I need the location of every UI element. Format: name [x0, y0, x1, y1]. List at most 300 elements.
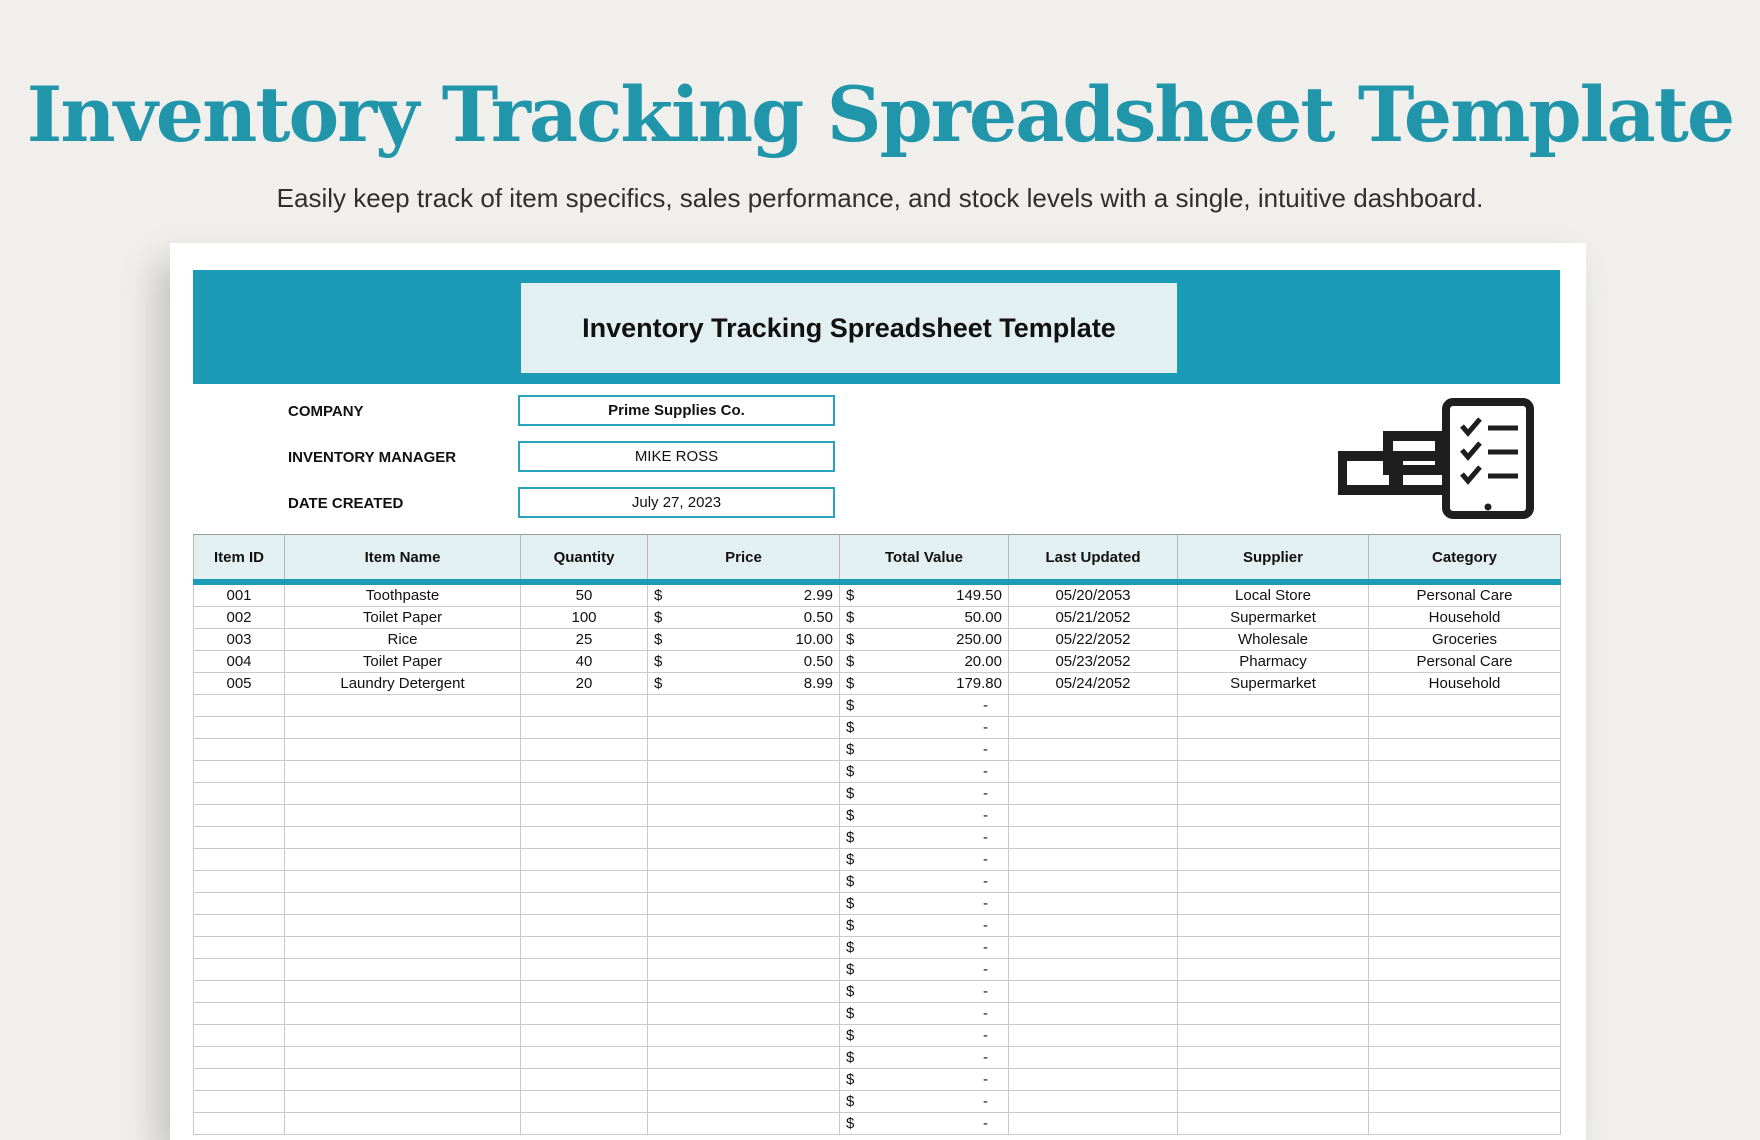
currency-symbol: $	[846, 675, 855, 692]
quantity-cell[interactable]	[521, 1091, 648, 1113]
supplier-cell[interactable]: Supermarket	[1178, 673, 1369, 695]
item-name-cell[interactable]: Toilet Paper	[285, 651, 521, 673]
table-body	[194, 582, 1561, 1135]
price-cell-value: 8.99	[803, 675, 833, 692]
currency-symbol: $	[846, 763, 855, 780]
quantity-cell[interactable]	[521, 1047, 648, 1069]
currency-symbol: $	[654, 587, 663, 604]
last-updated-cell[interactable]	[1009, 893, 1178, 915]
category-cell[interactable]	[1369, 1003, 1561, 1025]
price-cell[interactable]	[648, 673, 840, 695]
total-value-cell-value: -	[983, 961, 988, 978]
total-value-cell[interactable]	[840, 1113, 1009, 1135]
page-subtitle: Easily keep track of item specifics, sales performance, and stock levels with a single, intuitive dashboard.	[276, 183, 1484, 213]
item-name-cell[interactable]	[285, 783, 521, 805]
empty-table-row[interactable]	[194, 937, 1561, 959]
item-id-cell[interactable]: 002	[194, 607, 285, 629]
empty-table-row[interactable]	[194, 827, 1561, 849]
supplier-cell[interactable]	[1178, 871, 1369, 893]
currency-symbol: $	[846, 697, 855, 714]
currency-symbol: $	[846, 939, 855, 956]
total-value-cell[interactable]	[840, 761, 1009, 783]
currency-symbol: $	[846, 1027, 855, 1044]
price-cell[interactable]	[648, 981, 840, 1003]
currency-symbol: $	[846, 785, 855, 802]
category-cell[interactable]: Groceries	[1369, 629, 1561, 651]
price-cell[interactable]	[648, 1069, 840, 1091]
sheet-title: Inventory Tracking Spreadsheet Template	[521, 283, 1177, 373]
last-updated-cell[interactable]	[1009, 1025, 1178, 1047]
item-id-cell[interactable]	[194, 739, 285, 761]
item-name-cell[interactable]	[285, 739, 521, 761]
supplier-cell[interactable]	[1178, 1113, 1369, 1135]
item-name-cell[interactable]: Toilet Paper	[285, 607, 521, 629]
item-name-cell[interactable]	[285, 959, 521, 981]
category-cell[interactable]	[1369, 959, 1561, 981]
price-cell[interactable]	[648, 629, 840, 651]
total-value-cell-value: -	[983, 873, 988, 890]
currency-symbol: $	[846, 1005, 855, 1022]
supplier-cell[interactable]	[1178, 1025, 1369, 1047]
empty-table-row[interactable]	[194, 1025, 1561, 1047]
total-value-cell[interactable]	[840, 827, 1009, 849]
supplier-cell[interactable]: Supermarket	[1178, 607, 1369, 629]
price-cell[interactable]	[648, 1091, 840, 1113]
currency-symbol: $	[846, 829, 855, 846]
total-value-cell-value: -	[983, 741, 988, 758]
quantity-cell[interactable]	[521, 1003, 648, 1025]
item-id-cell[interactable]	[194, 937, 285, 959]
item-name-cell[interactable]: Rice	[285, 629, 521, 651]
supplier-cell[interactable]	[1178, 1047, 1369, 1069]
item-name-cell[interactable]	[285, 695, 521, 717]
price-cell[interactable]	[648, 1003, 840, 1025]
item-id-cell[interactable]	[194, 717, 285, 739]
supplier-cell[interactable]	[1178, 937, 1369, 959]
total-value-cell[interactable]	[840, 1025, 1009, 1047]
last-updated-cell[interactable]: 05/24/2052	[1009, 673, 1178, 695]
supplier-cell[interactable]	[1178, 915, 1369, 937]
empty-table-row[interactable]	[194, 981, 1561, 1003]
last-updated-cell[interactable]	[1009, 805, 1178, 827]
item-id-cell[interactable]	[194, 695, 285, 717]
total-value-cell[interactable]	[840, 673, 1009, 695]
item-id-cell[interactable]: 003	[194, 629, 285, 651]
category-cell[interactable]	[1369, 1025, 1561, 1047]
item-id-cell[interactable]: 001	[194, 582, 285, 607]
quantity-cell[interactable]	[521, 695, 648, 717]
table-row[interactable]	[194, 607, 1561, 629]
item-id-cell[interactable]	[194, 1047, 285, 1069]
total-value-cell-value: -	[983, 829, 988, 846]
supplier-cell[interactable]	[1178, 783, 1369, 805]
price-cell-value: 0.50	[803, 609, 833, 626]
last-updated-cell[interactable]	[1009, 717, 1178, 739]
supplier-cell[interactable]	[1178, 739, 1369, 761]
item-name-cell[interactable]	[285, 937, 521, 959]
total-value-cell[interactable]	[840, 959, 1009, 981]
column-header-category[interactable]: Category	[1369, 535, 1561, 583]
inventory-checklist-icon	[1338, 398, 1534, 519]
date-created-field[interactable]: July 27, 2023	[518, 487, 835, 518]
category-cell[interactable]	[1369, 827, 1561, 849]
price-cell-value: 10.00	[795, 631, 833, 648]
item-name-cell[interactable]	[285, 1047, 521, 1069]
total-value-cell[interactable]	[840, 981, 1009, 1003]
quantity-cell[interactable]	[521, 1025, 648, 1047]
currency-symbol: $	[846, 961, 855, 978]
quantity-cell[interactable]: 100	[521, 607, 648, 629]
total-value-cell-value: -	[983, 719, 988, 736]
quantity-cell[interactable]	[521, 959, 648, 981]
supplier-cell[interactable]	[1178, 761, 1369, 783]
company-label: COMPANY	[288, 403, 364, 420]
total-value-cell[interactable]	[840, 629, 1009, 651]
total-value-cell-value: -	[983, 851, 988, 868]
currency-symbol: $	[846, 587, 855, 604]
supplier-cell[interactable]: Pharmacy	[1178, 651, 1369, 673]
item-id-cell[interactable]: 004	[194, 651, 285, 673]
item-id-cell[interactable]	[194, 1069, 285, 1091]
item-id-cell[interactable]	[194, 1091, 285, 1113]
last-updated-cell[interactable]	[1009, 827, 1178, 849]
company-field[interactable]: Prime Supplies Co.	[518, 395, 835, 426]
last-updated-cell[interactable]	[1009, 1113, 1178, 1135]
empty-table-row[interactable]	[194, 717, 1561, 739]
last-updated-cell[interactable]	[1009, 1047, 1178, 1069]
supplier-cell[interactable]	[1178, 827, 1369, 849]
price-cell[interactable]	[648, 871, 840, 893]
currency-symbol: $	[846, 609, 855, 626]
price-cell[interactable]	[648, 1047, 840, 1069]
price-cell[interactable]	[648, 607, 840, 629]
item-id-cell[interactable]	[194, 1025, 285, 1047]
quantity-cell[interactable]: 40	[521, 651, 648, 673]
column-header-quantity[interactable]: Quantity	[521, 535, 648, 583]
total-value-cell[interactable]	[840, 849, 1009, 871]
item-name-cell[interactable]: Toothpaste	[285, 582, 521, 607]
quantity-cell[interactable]	[521, 717, 648, 739]
item-id-cell[interactable]	[194, 893, 285, 915]
price-cell[interactable]	[648, 915, 840, 937]
total-value-cell-value: -	[983, 1005, 988, 1022]
quantity-cell[interactable]	[521, 871, 648, 893]
column-header-supplier[interactable]: Supplier	[1178, 535, 1369, 583]
total-value-cell[interactable]	[840, 871, 1009, 893]
currency-symbol: $	[846, 873, 855, 890]
column-header-last-updated[interactable]: Last Updated	[1009, 535, 1178, 583]
category-cell[interactable]	[1369, 915, 1561, 937]
empty-table-row[interactable]	[194, 1091, 1561, 1113]
spreadsheet-sheet	[170, 243, 1586, 1140]
quantity-cell[interactable]	[521, 1113, 648, 1135]
last-updated-cell[interactable]: 05/20/2053	[1009, 582, 1178, 607]
table-row[interactable]	[194, 673, 1561, 695]
quantity-cell[interactable]	[521, 893, 648, 915]
total-value-cell-value: -	[983, 763, 988, 780]
quantity-cell[interactable]	[521, 849, 648, 871]
currency-symbol: $	[846, 917, 855, 934]
item-name-cell[interactable]	[285, 1069, 521, 1091]
item-name-cell[interactable]	[285, 1091, 521, 1113]
total-value-cell-value: -	[983, 1115, 988, 1132]
total-value-cell[interactable]	[840, 783, 1009, 805]
table-header-row	[194, 535, 1561, 583]
supplier-cell[interactable]	[1178, 849, 1369, 871]
quantity-cell[interactable]	[521, 739, 648, 761]
inventory-manager-field[interactable]: MIKE ROSS	[518, 441, 835, 472]
supplier-cell[interactable]	[1178, 1003, 1369, 1025]
total-value-cell[interactable]	[840, 607, 1009, 629]
category-cell[interactable]	[1369, 739, 1561, 761]
category-cell[interactable]	[1369, 717, 1561, 739]
last-updated-cell[interactable]	[1009, 959, 1178, 981]
quantity-cell[interactable]	[521, 805, 648, 827]
supplier-cell[interactable]	[1178, 805, 1369, 827]
column-header-item-id[interactable]: Item ID	[194, 535, 285, 583]
item-id-cell[interactable]	[194, 915, 285, 937]
total-value-cell-value: -	[983, 939, 988, 956]
currency-symbol: $	[846, 983, 855, 1000]
date-created-label: DATE CREATED	[288, 495, 404, 512]
price-cell[interactable]	[648, 761, 840, 783]
total-value-cell[interactable]	[840, 1091, 1009, 1113]
category-cell[interactable]	[1369, 783, 1561, 805]
last-updated-cell[interactable]	[1009, 695, 1178, 717]
category-cell[interactable]	[1369, 1113, 1561, 1135]
quantity-cell[interactable]: 25	[521, 629, 648, 651]
table-row[interactable]	[194, 651, 1561, 673]
quantity-cell[interactable]	[521, 761, 648, 783]
supplier-cell[interactable]: Wholesale	[1178, 629, 1369, 651]
column-header-total-value[interactable]: Total Value	[840, 535, 1009, 583]
table-row[interactable]	[194, 629, 1561, 651]
category-cell[interactable]: Household	[1369, 607, 1561, 629]
empty-table-row[interactable]	[194, 739, 1561, 761]
total-value-cell[interactable]	[840, 915, 1009, 937]
item-id-cell[interactable]	[194, 1003, 285, 1025]
total-value-cell-value: -	[983, 1093, 988, 1110]
last-updated-cell[interactable]	[1009, 1091, 1178, 1113]
empty-table-row[interactable]	[194, 805, 1561, 827]
last-updated-cell[interactable]	[1009, 937, 1178, 959]
empty-table-row[interactable]	[194, 783, 1561, 805]
total-value-cell-value: -	[983, 697, 988, 714]
category-cell[interactable]	[1369, 1069, 1561, 1091]
item-id-cell[interactable]: 005	[194, 673, 285, 695]
category-cell[interactable]: Personal Care	[1369, 582, 1561, 607]
total-value-cell[interactable]	[840, 1003, 1009, 1025]
item-id-cell[interactable]	[194, 783, 285, 805]
price-cell[interactable]	[648, 651, 840, 673]
header-banner	[193, 270, 1560, 384]
currency-symbol: $	[654, 653, 663, 670]
category-cell[interactable]	[1369, 937, 1561, 959]
total-value-cell[interactable]	[840, 1047, 1009, 1069]
quantity-cell[interactable]	[521, 1069, 648, 1091]
last-updated-cell[interactable]: 05/23/2052	[1009, 651, 1178, 673]
last-updated-cell[interactable]: 05/22/2052	[1009, 629, 1178, 651]
empty-table-row[interactable]	[194, 1069, 1561, 1091]
quantity-cell[interactable]: 50	[521, 582, 648, 607]
price-cell[interactable]	[648, 959, 840, 981]
category-cell[interactable]	[1369, 805, 1561, 827]
price-cell[interactable]	[648, 849, 840, 871]
last-updated-cell[interactable]	[1009, 1003, 1178, 1025]
supplier-cell[interactable]	[1178, 959, 1369, 981]
supplier-cell[interactable]	[1178, 695, 1369, 717]
empty-table-row[interactable]	[194, 1047, 1561, 1069]
category-cell[interactable]	[1369, 871, 1561, 893]
total-value-cell-value: -	[983, 917, 988, 934]
total-value-cell[interactable]	[840, 695, 1009, 717]
quantity-cell[interactable]	[521, 783, 648, 805]
category-cell[interactable]	[1369, 1091, 1561, 1113]
item-name-cell[interactable]	[285, 981, 521, 1003]
item-id-cell[interactable]	[194, 827, 285, 849]
total-value-cell[interactable]	[840, 1069, 1009, 1091]
last-updated-cell[interactable]: 05/21/2052	[1009, 607, 1178, 629]
item-id-cell[interactable]	[194, 981, 285, 1003]
category-cell[interactable]	[1369, 695, 1561, 717]
item-name-cell[interactable]	[285, 871, 521, 893]
currency-symbol: $	[846, 719, 855, 736]
empty-table-row[interactable]	[194, 695, 1561, 717]
total-value-cell-value: -	[983, 1049, 988, 1066]
currency-symbol: $	[846, 895, 855, 912]
currency-symbol: $	[654, 675, 663, 692]
table-row[interactable]	[194, 582, 1561, 607]
price-cell[interactable]	[648, 893, 840, 915]
last-updated-cell[interactable]	[1009, 783, 1178, 805]
category-cell[interactable]	[1369, 849, 1561, 871]
last-updated-cell[interactable]	[1009, 739, 1178, 761]
empty-table-row[interactable]	[194, 915, 1561, 937]
supplier-cell[interactable]	[1178, 717, 1369, 739]
item-name-cell[interactable]	[285, 827, 521, 849]
price-cell[interactable]	[648, 695, 840, 717]
quantity-cell[interactable]	[521, 915, 648, 937]
currency-symbol: $	[654, 631, 663, 648]
category-cell[interactable]: Household	[1369, 673, 1561, 695]
item-id-cell[interactable]	[194, 849, 285, 871]
price-cell[interactable]	[648, 582, 840, 607]
category-cell[interactable]	[1369, 1047, 1561, 1069]
total-value-cell[interactable]	[840, 893, 1009, 915]
last-updated-cell[interactable]	[1009, 761, 1178, 783]
category-cell[interactable]	[1369, 761, 1561, 783]
column-header-price[interactable]: Price	[648, 535, 840, 583]
price-cell[interactable]	[648, 1025, 840, 1047]
price-cell[interactable]	[648, 717, 840, 739]
last-updated-cell[interactable]	[1009, 849, 1178, 871]
total-value-cell-value: -	[983, 807, 988, 824]
inventory-manager-label: INVENTORY MANAGER	[288, 449, 457, 466]
item-name-cell[interactable]	[285, 849, 521, 871]
quantity-cell[interactable]	[521, 937, 648, 959]
total-value-cell[interactable]	[840, 739, 1009, 761]
total-value-cell-value: -	[983, 983, 988, 1000]
item-name-cell[interactable]: Laundry Detergent	[285, 673, 521, 695]
total-value-cell-value: -	[983, 895, 988, 912]
price-cell-value: 2.99	[803, 587, 833, 604]
total-value-cell[interactable]	[840, 937, 1009, 959]
last-updated-cell[interactable]	[1009, 981, 1178, 1003]
empty-table-row[interactable]	[194, 871, 1561, 893]
item-name-cell[interactable]	[285, 1113, 521, 1135]
supplier-cell[interactable]	[1178, 981, 1369, 1003]
total-value-cell[interactable]	[840, 717, 1009, 739]
item-id-cell[interactable]	[194, 959, 285, 981]
empty-table-row[interactable]	[194, 761, 1561, 783]
item-id-cell[interactable]	[194, 871, 285, 893]
total-value-cell[interactable]	[840, 805, 1009, 827]
item-id-cell[interactable]	[194, 761, 285, 783]
price-cell[interactable]	[648, 783, 840, 805]
category-cell[interactable]	[1369, 893, 1561, 915]
supplier-cell[interactable]	[1178, 893, 1369, 915]
total-value-cell[interactable]	[840, 651, 1009, 673]
page-title: Inventory Tracking Spreadsheet Template	[26, 70, 1734, 159]
item-id-cell[interactable]	[194, 805, 285, 827]
item-name-cell[interactable]	[285, 761, 521, 783]
inventory-table	[193, 534, 1560, 1135]
total-value-cell-value: 179.80	[956, 675, 1002, 692]
supplier-cell[interactable]: Local Store	[1178, 582, 1369, 607]
currency-symbol: $	[846, 1071, 855, 1088]
price-cell[interactable]	[648, 805, 840, 827]
total-value-cell-value: -	[983, 785, 988, 802]
empty-table-row[interactable]	[194, 849, 1561, 871]
total-value-cell-value: 250.00	[956, 631, 1002, 648]
item-name-cell[interactable]	[285, 805, 521, 827]
empty-table-row[interactable]	[194, 959, 1561, 981]
total-value-cell[interactable]	[840, 582, 1009, 607]
column-header-item-name[interactable]: Item Name	[285, 535, 521, 583]
item-name-cell[interactable]	[285, 915, 521, 937]
quantity-cell[interactable]	[521, 981, 648, 1003]
item-name-cell[interactable]	[285, 1025, 521, 1047]
quantity-cell[interactable]	[521, 827, 648, 849]
supplier-cell[interactable]	[1178, 1091, 1369, 1113]
price-cell[interactable]	[648, 739, 840, 761]
last-updated-cell[interactable]	[1009, 1069, 1178, 1091]
item-name-cell[interactable]	[285, 717, 521, 739]
currency-symbol: $	[846, 807, 855, 824]
item-name-cell[interactable]	[285, 1003, 521, 1025]
last-updated-cell[interactable]	[1009, 915, 1178, 937]
empty-table-row[interactable]	[194, 1113, 1561, 1135]
total-value-cell-value: 50.00	[964, 609, 1002, 626]
quantity-cell[interactable]: 20	[521, 673, 648, 695]
category-cell[interactable]	[1369, 981, 1561, 1003]
currency-symbol: $	[846, 1093, 855, 1110]
currency-symbol: $	[846, 741, 855, 758]
price-cell[interactable]	[648, 827, 840, 849]
category-cell[interactable]: Personal Care	[1369, 651, 1561, 673]
price-cell[interactable]	[648, 937, 840, 959]
item-name-cell[interactable]	[285, 893, 521, 915]
empty-table-row[interactable]	[194, 1003, 1561, 1025]
item-id-cell[interactable]	[194, 1113, 285, 1135]
empty-table-row[interactable]	[194, 893, 1561, 915]
supplier-cell[interactable]	[1178, 1069, 1369, 1091]
price-cell[interactable]	[648, 1113, 840, 1135]
currency-symbol: $	[846, 1049, 855, 1066]
currency-symbol: $	[846, 653, 855, 670]
last-updated-cell[interactable]	[1009, 871, 1178, 893]
total-value-cell-value: -	[983, 1071, 988, 1088]
